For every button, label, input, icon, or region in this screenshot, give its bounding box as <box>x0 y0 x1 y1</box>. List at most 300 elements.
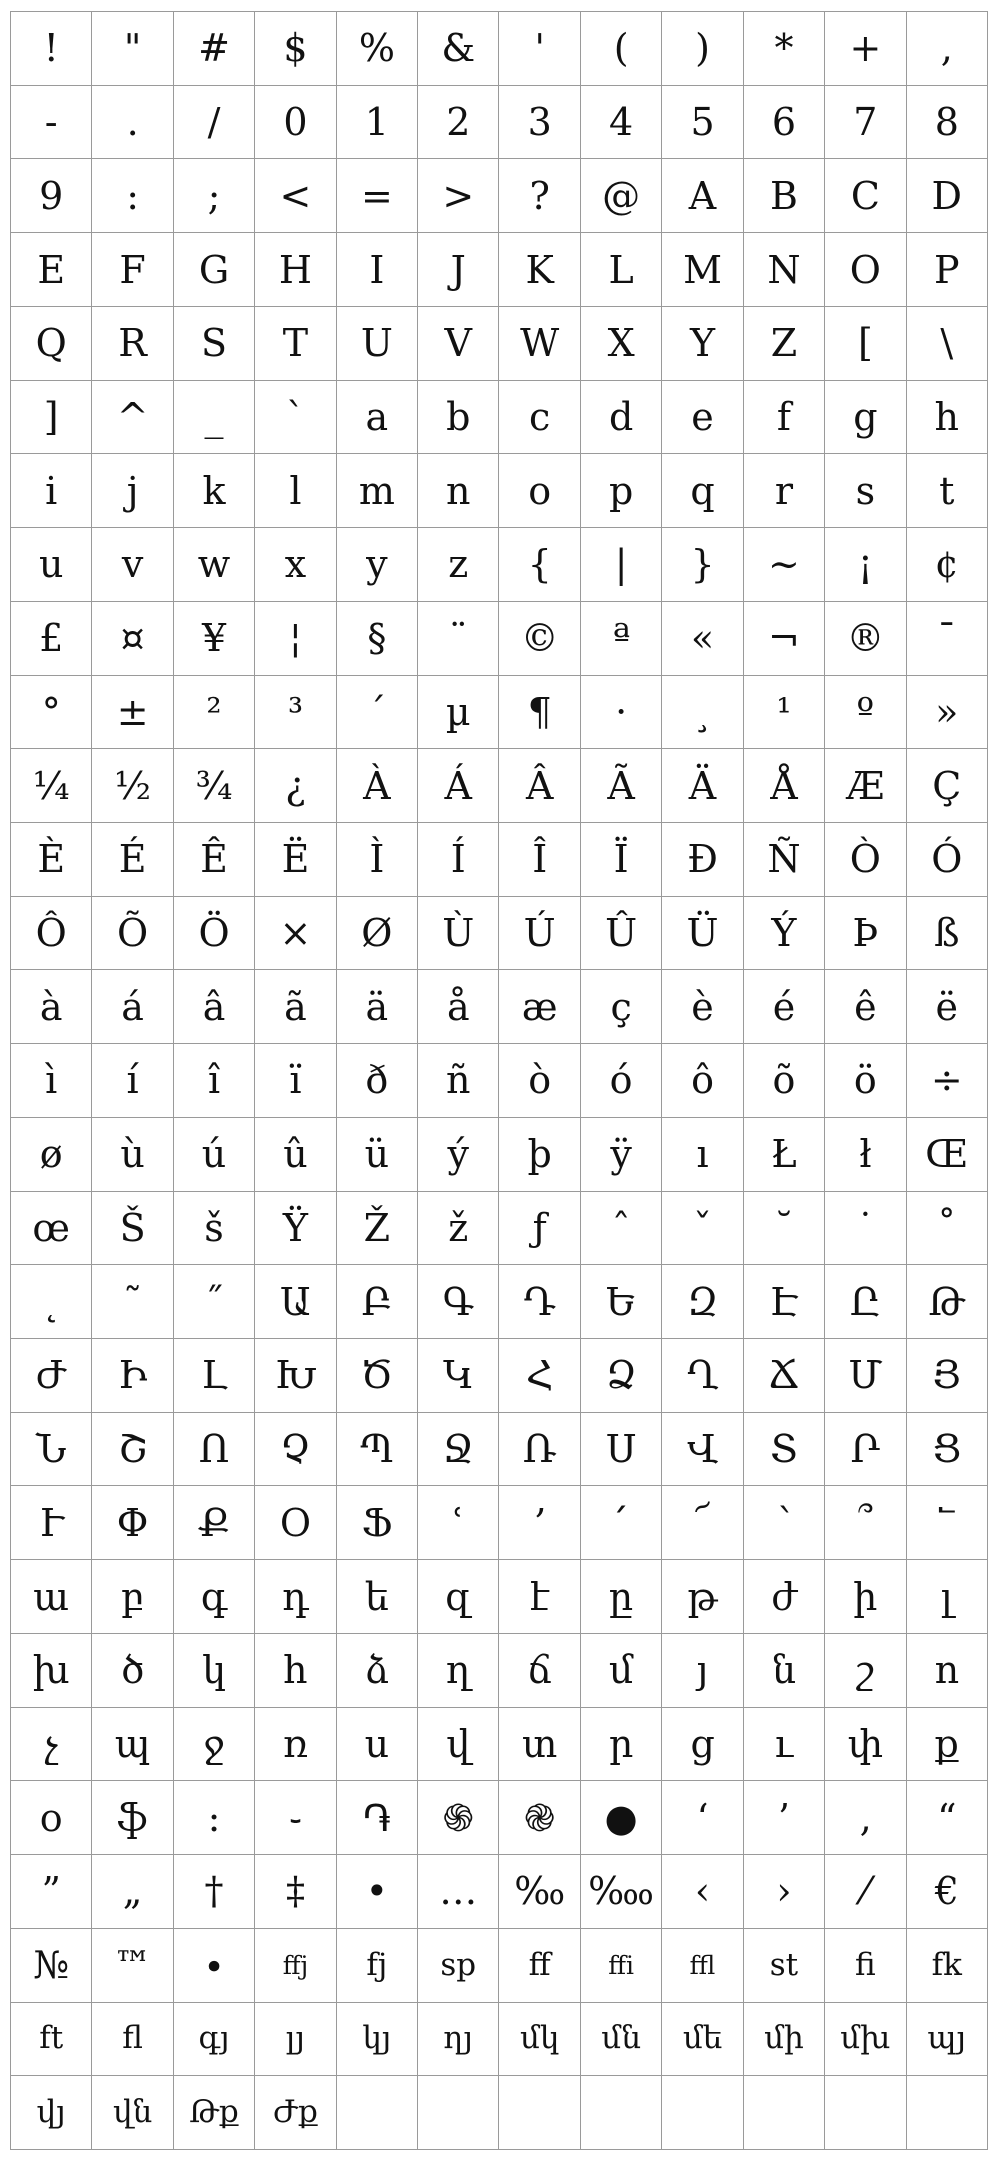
glyph-cell: Ձ <box>581 1339 662 1413</box>
glyph-cell: ı <box>662 1118 743 1192</box>
glyph-cell: կյ <box>337 2003 418 2077</box>
glyph-cell: Ծ <box>337 1339 418 1413</box>
glyph-cell: ˆ <box>581 1192 662 1266</box>
glyph-cell: µ <box>418 676 499 750</box>
glyph-cell: g <box>825 381 906 455</box>
glyph-cell: â <box>174 970 255 1044</box>
glyph-cell: ՚ <box>499 1486 580 1560</box>
glyph-cell: 5 <box>662 86 743 160</box>
glyph-cell: Ù <box>418 897 499 971</box>
glyph-cell: զ <box>418 1560 499 1634</box>
glyph-cell: ff <box>499 1929 580 2003</box>
glyph-cell: t <box>907 454 988 528</box>
glyph-cell: Ն <box>11 1413 92 1487</box>
glyph-cell: r <box>744 454 825 528</box>
glyph-cell: թ <box>662 1560 743 1634</box>
glyph-cell: Û <box>581 897 662 971</box>
glyph-cell: ∙ <box>174 1929 255 2003</box>
glyph-cell: ffi <box>581 1929 662 2003</box>
glyph-cell: ã <box>255 970 336 1044</box>
glyph-cell: Ժք <box>255 2076 336 2150</box>
glyph-cell: ë <box>907 970 988 1044</box>
glyph-cell: 1 <box>337 86 418 160</box>
glyph-cell: I <box>337 233 418 307</box>
glyph-cell: վ <box>418 1708 499 1782</box>
glyph-cell: F <box>92 233 173 307</box>
glyph-cell: ն <box>744 1634 825 1708</box>
glyph-cell: j <box>92 454 173 528</box>
glyph-cell: մ <box>581 1634 662 1708</box>
glyph-cell: ³ <box>255 676 336 750</box>
glyph-cell: ՞ <box>825 1486 906 1560</box>
glyph-cell: ¹ <box>744 676 825 750</box>
glyph-cell: Ó <box>907 823 988 897</box>
glyph-cell: æ <box>499 970 580 1044</box>
glyph-cell: Դ <box>499 1265 580 1339</box>
glyph-cell: Ë <box>255 823 336 897</box>
glyph-cell: ¼ <box>11 749 92 823</box>
glyph-cell: ê <box>825 970 906 1044</box>
glyph-cell: Թք <box>174 2076 255 2150</box>
glyph-cell-empty <box>662 2076 743 2150</box>
glyph-cell: ffl <box>662 1929 743 2003</box>
glyph-cell: p <box>581 454 662 528</box>
glyph-cell: × <box>255 897 336 971</box>
glyph-cell: c <box>499 381 580 455</box>
glyph-cell: ˙ <box>825 1192 906 1266</box>
glyph-cell: U <box>337 307 418 381</box>
glyph-cell: õ <box>744 1044 825 1118</box>
glyph-cell: Ւ <box>11 1486 92 1560</box>
glyph-cell: ' <box>499 12 580 86</box>
glyph-cell: ● <box>581 1781 662 1855</box>
glyph-cell: ղյ <box>418 2003 499 2077</box>
glyph-cell: å <box>418 970 499 1044</box>
glyph-cell: Z <box>744 307 825 381</box>
glyph-cell: fj <box>337 1929 418 2003</box>
glyph-cell: ¤ <box>92 602 173 676</box>
glyph-cell: ft <box>11 2003 92 2077</box>
glyph-cell: ֏ <box>337 1781 418 1855</box>
glyph-cell: ք <box>907 1708 988 1782</box>
glyph-cell: « <box>662 602 743 676</box>
glyph-cell: Œ <box>907 1118 988 1192</box>
glyph-cell: , <box>907 12 988 86</box>
glyph-cell: › <box>744 1855 825 1929</box>
glyph-cell: Ռ <box>499 1413 580 1487</box>
glyph-cell: ç <box>581 970 662 1044</box>
glyph-cell: Ջ <box>418 1413 499 1487</box>
glyph-cell: é <box>744 970 825 1044</box>
glyph-cell: X <box>581 307 662 381</box>
glyph-cell: Վ <box>662 1413 743 1487</box>
glyph-cell: © <box>499 602 580 676</box>
glyph-cell: ± <box>92 676 173 750</box>
glyph-cell: ¦ <box>255 602 336 676</box>
glyph-cell: Ö <box>174 897 255 971</box>
glyph-cell: ü <box>337 1118 418 1192</box>
glyph-cell: / <box>174 86 255 160</box>
glyph-cell: sp <box>418 1929 499 2003</box>
glyph-cell: Š <box>92 1192 173 1266</box>
glyph-cell: Â <box>499 749 580 823</box>
glyph-cell: ffj <box>255 1929 336 2003</box>
glyph-cell-empty <box>907 2076 988 2150</box>
glyph-cell: ֍ <box>418 1781 499 1855</box>
glyph-cell: † <box>174 1855 255 1929</box>
glyph-cell: ì <box>11 1044 92 1118</box>
glyph-cell: fl <box>92 2003 173 2077</box>
glyph-cell: ? <box>499 159 580 233</box>
glyph-cell: Ա <box>255 1265 336 1339</box>
glyph-cell: E <box>11 233 92 307</box>
glyph-cell: A <box>662 159 743 233</box>
glyph-chart-grid <box>10 11 988 2150</box>
glyph-cell: i <box>11 454 92 528</box>
glyph-cell: ֎ <box>499 1781 580 1855</box>
glyph-cell: խ <box>11 1634 92 1708</box>
glyph-cell: C <box>825 159 906 233</box>
glyph-cell: ½ <box>92 749 173 823</box>
glyph-cell: Է <box>744 1265 825 1339</box>
glyph-cell: Ը <box>825 1265 906 1339</box>
glyph-cell: ú <box>174 1118 255 1192</box>
glyph-cell: ö <box>825 1044 906 1118</box>
glyph-cell: Շ <box>92 1413 173 1487</box>
glyph-cell: Ä <box>662 749 743 823</box>
glyph-cell: ⁄ <box>825 1855 906 1929</box>
glyph-cell: Յ <box>907 1339 988 1413</box>
glyph-cell: Ü <box>662 897 743 971</box>
glyph-cell: կ <box>174 1634 255 1708</box>
glyph-cell: ֆ <box>92 1781 173 1855</box>
glyph-cell: Q <box>11 307 92 381</box>
glyph-cell: ˇ <box>662 1192 743 1266</box>
glyph-cell: V <box>418 307 499 381</box>
glyph-cell: Ž <box>337 1192 418 1266</box>
glyph-cell: T <box>255 307 336 381</box>
glyph-cell: Ø <box>337 897 418 971</box>
glyph-cell: Ս <box>581 1413 662 1487</box>
glyph-cell: st <box>744 1929 825 2003</box>
glyph-cell: ò <box>499 1044 580 1118</box>
glyph-cell: œ <box>11 1192 92 1266</box>
glyph-cell: : <box>92 159 173 233</box>
glyph-cell: ¿ <box>255 749 336 823</box>
glyph-cell: ~ <box>744 528 825 602</box>
glyph-cell: B <box>744 159 825 233</box>
glyph-cell: u <box>11 528 92 602</box>
glyph-cell: W <box>499 307 580 381</box>
glyph-cell: z <box>418 528 499 602</box>
glyph-cell: | <box>581 528 662 602</box>
glyph-cell: $ <box>255 12 336 86</box>
glyph-cell: ¡ <box>825 528 906 602</box>
glyph-cell: ð <box>337 1044 418 1118</box>
glyph-cell: ՙ <box>418 1486 499 1560</box>
glyph-cell: ճ <box>499 1634 580 1708</box>
glyph-cell: ի <box>825 1560 906 1634</box>
glyph-cell: փ <box>825 1708 906 1782</box>
glyph-cell: Լ <box>174 1339 255 1413</box>
glyph-cell: ù <box>92 1118 173 1192</box>
glyph-cell: պյ <box>907 2003 988 2077</box>
glyph-cell: L <box>581 233 662 307</box>
glyph-cell: º <box>825 676 906 750</box>
glyph-cell: £ <box>11 602 92 676</box>
glyph-cell: q <box>662 454 743 528</box>
glyph-cell: Պ <box>337 1413 418 1487</box>
glyph-cell: O <box>825 233 906 307</box>
glyph-cell: Հ <box>499 1339 580 1413</box>
glyph-cell: Þ <box>825 897 906 971</box>
glyph-cell: Ք <box>174 1486 255 1560</box>
glyph-cell: ˝ <box>174 1265 255 1339</box>
glyph-cell: ˚ <box>907 1192 988 1266</box>
glyph-cell: . <box>92 86 173 160</box>
glyph-cell: ) <box>662 12 743 86</box>
glyph-cell: ե <box>337 1560 418 1634</box>
glyph-cell: դ <box>255 1560 336 1634</box>
glyph-cell: = <box>337 159 418 233</box>
glyph-cell: ջ <box>174 1708 255 1782</box>
glyph-cell: ø <box>11 1118 92 1192</box>
glyph-cell: ‰ <box>499 1855 580 1929</box>
glyph-cell: Ո <box>174 1413 255 1487</box>
glyph-cell: l <box>255 454 336 528</box>
glyph-cell: ‘ <box>662 1781 743 1855</box>
glyph-cell: ¸ <box>662 676 743 750</box>
glyph-cell: ֊ <box>255 1781 336 1855</box>
glyph-cell: ÿ <box>581 1118 662 1192</box>
glyph-cell: R <box>92 307 173 381</box>
glyph-cell: ƒ <box>499 1192 580 1266</box>
glyph-cell: fk <box>907 1929 988 2003</box>
glyph-cell: Գ <box>418 1265 499 1339</box>
glyph-cell: ä <box>337 970 418 1044</box>
glyph-cell: մն <box>581 2003 662 2077</box>
glyph-cell: ‹ <box>662 1855 743 1929</box>
glyph-cell: M <box>662 233 743 307</box>
glyph-cell: { <box>499 528 580 602</box>
glyph-cell-empty <box>499 2076 580 2150</box>
glyph-cell: v <box>92 528 173 602</box>
glyph-cell: Ե <box>581 1265 662 1339</box>
glyph-cell: Ï <box>581 823 662 897</box>
glyph-cell: Կ <box>418 1339 499 1413</box>
glyph-cell: Ò <box>825 823 906 897</box>
glyph-cell: յ <box>662 1634 743 1708</box>
glyph-cell: ՝ <box>744 1486 825 1560</box>
glyph-cell: ղ <box>418 1634 499 1708</box>
glyph-cell: ¾ <box>174 749 255 823</box>
glyph-cell: ´ <box>337 676 418 750</box>
glyph-cell-empty <box>418 2076 499 2150</box>
glyph-cell: H <box>255 233 336 307</box>
glyph-cell: ՟ <box>907 1486 988 1560</box>
glyph-cell: ւ <box>744 1708 825 1782</box>
glyph-cell: š <box>174 1192 255 1266</box>
glyph-cell: տ <box>499 1708 580 1782</box>
glyph-cell: Ñ <box>744 823 825 897</box>
glyph-cell: a <box>337 381 418 455</box>
glyph-cell: à <box>11 970 92 1044</box>
glyph-cell: ł <box>825 1118 906 1192</box>
glyph-cell: Թ <box>907 1265 988 1339</box>
glyph-cell: Ղ <box>662 1339 743 1413</box>
glyph-cell: @ <box>581 159 662 233</box>
glyph-cell: պ <box>92 1708 173 1782</box>
glyph-cell: À <box>337 749 418 823</box>
glyph-cell: J <box>418 233 499 307</box>
glyph-cell: Ÿ <box>255 1192 336 1266</box>
glyph-cell: · <box>581 676 662 750</box>
glyph-cell: [ <box>825 307 906 381</box>
glyph-cell: N <box>744 233 825 307</box>
glyph-cell: ï <box>255 1044 336 1118</box>
glyph-cell: ( <box>581 12 662 86</box>
glyph-cell: ՛ <box>581 1486 662 1560</box>
glyph-cell: ¢ <box>907 528 988 602</box>
glyph-cell: ը <box>581 1560 662 1634</box>
glyph-cell: ա <box>11 1560 92 1634</box>
glyph-cell: y <box>337 528 418 602</box>
glyph-cell: d <box>581 381 662 455</box>
glyph-cell: É <box>92 823 173 897</box>
glyph-cell: մխ <box>825 2003 906 2077</box>
glyph-cell: ” <box>11 1855 92 1929</box>
glyph-cell: % <box>337 12 418 86</box>
glyph-cell: Փ <box>92 1486 173 1560</box>
glyph-cell: Ì <box>337 823 418 897</box>
glyph-cell: Ð <box>662 823 743 897</box>
glyph-cell: Ճ <box>744 1339 825 1413</box>
glyph-cell: ] <box>11 381 92 455</box>
glyph-cell: Ê <box>174 823 255 897</box>
glyph-cell: № <box>11 1929 92 2003</box>
glyph-cell: ձ <box>337 1634 418 1708</box>
glyph-cell: k <box>174 454 255 528</box>
glyph-cell: G <box>174 233 255 307</box>
glyph-cell: Ł <box>744 1118 825 1192</box>
glyph-cell: բ <box>92 1560 173 1634</box>
glyph-cell: f <box>744 381 825 455</box>
glyph-cell: ó <box>581 1044 662 1118</box>
glyph-cell: 6 <box>744 86 825 160</box>
glyph-cell: Բ <box>337 1265 418 1339</box>
glyph-cell: î <box>174 1044 255 1118</box>
glyph-cell: Չ <box>255 1413 336 1487</box>
glyph-cell: ‚ <box>825 1781 906 1855</box>
glyph-cell: - <box>11 86 92 160</box>
glyph-cell: Y <box>662 307 743 381</box>
glyph-cell: m <box>337 454 418 528</box>
glyph-cell: • <box>337 1855 418 1929</box>
glyph-cell: 9 <box>11 159 92 233</box>
glyph-cell: չ <box>11 1708 92 1782</box>
glyph-cell: է <box>499 1560 580 1634</box>
glyph-cell: ª <box>581 602 662 676</box>
glyph-cell: վյ <box>11 2076 92 2150</box>
glyph-cell: հ <box>255 1634 336 1708</box>
glyph-cell: * <box>744 12 825 86</box>
glyph-cell: n <box>418 454 499 528</box>
glyph-cell: ^ <box>92 381 173 455</box>
glyph-cell: ô <box>662 1044 743 1118</box>
glyph-cell: s <box>825 454 906 528</box>
glyph-cell: S <box>174 307 255 381</box>
glyph-cell: ™ <box>92 1929 173 2003</box>
glyph-cell: լյ <box>255 2003 336 2077</box>
glyph-cell: ¶ <box>499 676 580 750</box>
glyph-cell: > <box>418 159 499 233</box>
glyph-cell: 4 <box>581 86 662 160</box>
glyph-cell: \ <box>907 307 988 381</box>
glyph-cell: Ã <box>581 749 662 823</box>
glyph-cell: “ <box>907 1781 988 1855</box>
glyph-cell: մկ <box>499 2003 580 2077</box>
glyph-cell: " <box>92 12 173 86</box>
glyph-cell: օ <box>11 1781 92 1855</box>
glyph-cell: ž <box>418 1192 499 1266</box>
glyph-cell: շ <box>825 1634 906 1708</box>
glyph-cell: մի <box>744 2003 825 2077</box>
glyph-cell: ծ <box>92 1634 173 1708</box>
glyph-cell: _ <box>174 381 255 455</box>
glyph-cell: o <box>499 454 580 528</box>
glyph-cell: Ú <box>499 897 580 971</box>
glyph-cell: § <box>337 602 418 676</box>
glyph-cell: ® <box>825 602 906 676</box>
glyph-cell: ¯ <box>907 602 988 676</box>
glyph-cell: û <box>255 1118 336 1192</box>
glyph-cell: ’ <box>744 1781 825 1855</box>
glyph-cell: Ի <box>92 1339 173 1413</box>
glyph-cell: Զ <box>662 1265 743 1339</box>
glyph-cell: 8 <box>907 86 988 160</box>
glyph-cell: Ֆ <box>337 1486 418 1560</box>
glyph-cell: Í <box>418 823 499 897</box>
glyph-cell: 3 <box>499 86 580 160</box>
glyph-cell: „ <box>92 1855 173 1929</box>
glyph-cell: < <box>255 159 336 233</box>
glyph-cell: Æ <box>825 749 906 823</box>
glyph-cell: + <box>825 12 906 86</box>
glyph-cell: D <box>907 159 988 233</box>
glyph-cell: e <box>662 381 743 455</box>
glyph-cell: ÷ <box>907 1044 988 1118</box>
glyph-cell: ց <box>662 1708 743 1782</box>
glyph-cell: Ç <box>907 749 988 823</box>
glyph-cell: ս <box>337 1708 418 1782</box>
glyph-cell: գ <box>174 1560 255 1634</box>
glyph-cell: w <box>174 528 255 602</box>
glyph-cell: Օ <box>255 1486 336 1560</box>
glyph-cell: ր <box>581 1708 662 1782</box>
glyph-cell: ; <box>174 159 255 233</box>
glyph-cell: ˘ <box>744 1192 825 1266</box>
glyph-cell: ² <box>174 676 255 750</box>
glyph-cell: È <box>11 823 92 897</box>
glyph-cell: ‡ <box>255 1855 336 1929</box>
glyph-cell: Տ <box>744 1413 825 1487</box>
glyph-cell: գյ <box>174 2003 255 2077</box>
glyph-cell: ¨ <box>418 602 499 676</box>
glyph-cell: ˛ <box>11 1265 92 1339</box>
glyph-cell: ` <box>255 381 336 455</box>
glyph-cell: Î <box>499 823 580 897</box>
glyph-cell: ¬ <box>744 602 825 676</box>
